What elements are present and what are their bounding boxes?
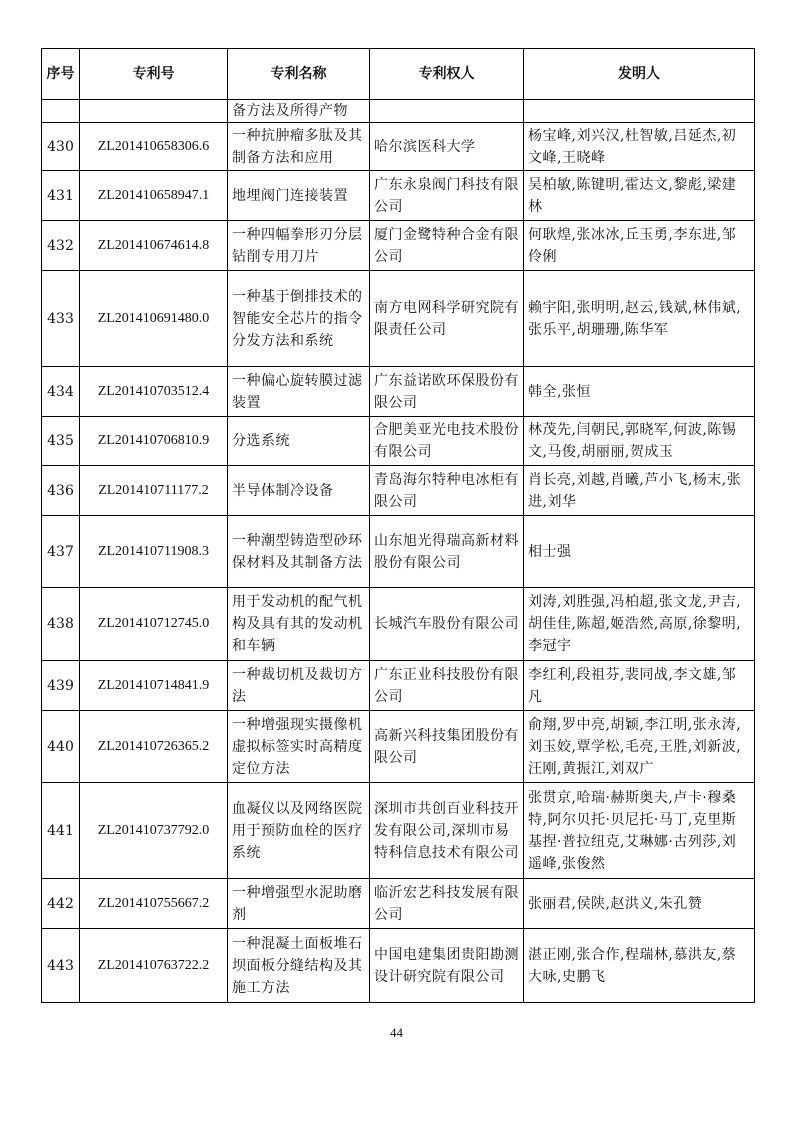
cell-patent-no: [80, 100, 228, 123]
table-row: [42, 417, 755, 466]
cell-patent-name: 一种四幅拳形刃分层钻削专用刀片: [228, 221, 370, 271]
cell-patent-name: 半导体制冷设备: [228, 466, 370, 516]
table-row-continuation: [42, 100, 755, 123]
cell-owner: 青岛海尔特种电冰柜有限公司: [370, 466, 524, 516]
cell-patent-name: 备方法及所得产物: [228, 100, 370, 123]
cell-seq: 434: [42, 367, 80, 417]
cell-owner: 临沂宏艺科技发展有限公司: [370, 879, 524, 929]
cell-owner: 长城汽车股份有限公司: [370, 588, 524, 661]
table-row: [42, 123, 755, 171]
cell-inventors: 张贯京,哈瑞·赫斯奥夫,卢卡·穆桑特,阿尔贝托·贝尼托·马丁,克里斯基捏·普拉纽克,艾琳娜·古列莎,刘遥峰,张俊然: [524, 783, 755, 879]
cell-patent-no: ZL201410712745.0: [80, 588, 228, 661]
cell-owner: 广东正业科技股份有限公司: [370, 661, 524, 711]
cell-inventors: 杨宝峰,刘兴汉,杜智敏,吕延杰,初文峰,王晓峰: [524, 123, 755, 171]
cell-inventors: 刘涛,刘胜强,冯柏超,张文龙,尹吉,胡佳佳,陈超,姬浩然,高原,徐黎明,李冠宇: [524, 588, 755, 661]
cell-inventors: 吴柏敏,陈键明,霍达文,黎彪,梁建林: [524, 171, 755, 221]
cell-owner: 高新兴科技集团股份有限公司: [370, 711, 524, 783]
cell-inventors: 何耿煌,张冰冰,丘玉勇,李东进,邹伶俐: [524, 221, 755, 271]
cell-inventors: [524, 100, 755, 123]
cell-seq: [42, 100, 80, 123]
header-owner: 专利权人: [370, 49, 524, 100]
cell-inventors: 肖长亮,刘越,肖曦,芦小飞,杨末,张进,刘华: [524, 466, 755, 516]
cell-seq: 441: [42, 783, 80, 879]
table-row: [42, 711, 755, 783]
table-row: [42, 171, 755, 221]
cell-seq: 435: [42, 417, 80, 466]
cell-patent-no: ZL201410658947.1: [80, 171, 228, 221]
table-row: [42, 783, 755, 879]
table-header-row: [42, 49, 755, 100]
cell-patent-no: ZL201410737792.0: [80, 783, 228, 879]
cell-seq: 440: [42, 711, 80, 783]
cell-patent-name: 一种裁切机及裁切方法: [228, 661, 370, 711]
cell-seq: 432: [42, 221, 80, 271]
cell-seq: 438: [42, 588, 80, 661]
cell-inventors: 俞翔,罗中亮,胡颖,李江明,张永涛,刘玉姣,覃学松,毛亮,王胜,刘新波,汪刚,黄振江,刘双广: [524, 711, 755, 783]
cell-seq: 437: [42, 516, 80, 588]
table-row: [42, 367, 755, 417]
header-patent-no: 专利号: [80, 49, 228, 100]
header-seq: 序号: [42, 49, 80, 100]
table-row: [42, 661, 755, 711]
cell-seq: 433: [42, 271, 80, 367]
cell-seq: 439: [42, 661, 80, 711]
cell-patent-name: 一种增强现实摄像机虚拟标签实时高精度定位方法: [228, 711, 370, 783]
cell-patent-name: 一种混凝土面板堆石坝面板分缝结构及其施工方法: [228, 929, 370, 1003]
cell-owner: [370, 100, 524, 123]
table-row: [42, 221, 755, 271]
cell-patent-name: 一种增强型水泥助磨剂: [228, 879, 370, 929]
cell-seq: 443: [42, 929, 80, 1003]
table-row: [42, 271, 755, 367]
cell-seq: 431: [42, 171, 80, 221]
table-row: [42, 466, 755, 516]
cell-owner: 合肥美亚光电技术股份有限公司: [370, 417, 524, 466]
table-row: [42, 588, 755, 661]
cell-patent-name: 一种基于倒排技术的智能安全芯片的指令分发方法和系统: [228, 271, 370, 367]
cell-patent-no: ZL201410711177.2: [80, 466, 228, 516]
page-number: 44: [390, 1025, 403, 1040]
cell-owner: 哈尔滨医科大学: [370, 123, 524, 171]
cell-inventors: 林茂先,闫朝民,郭晓军,何波,陈锡文,马俊,胡丽丽,贺成玉: [524, 417, 755, 466]
cell-patent-no: ZL201410714841.9: [80, 661, 228, 711]
cell-patent-no: ZL201410763722.2: [80, 929, 228, 1003]
cell-patent-name: 血凝仪以及网络医院用于预防血栓的医疗系统: [228, 783, 370, 879]
cell-owner: 山东旭光得瑞高新材料股份有限公司: [370, 516, 524, 588]
table-row: [42, 516, 755, 588]
patent-table: [41, 48, 755, 1003]
cell-seq: 436: [42, 466, 80, 516]
cell-inventors: 李红利,段祖芬,裴同战,李文雄,邹凡: [524, 661, 755, 711]
cell-inventors: 韩全,张恒: [524, 367, 755, 417]
cell-inventors: 湛正刚,张合作,程瑞林,慕洪友,蔡大咏,史鹏飞: [524, 929, 755, 1003]
table-row: [42, 929, 755, 1003]
cell-patent-name: 用于发动机的配气机构及具有其的发动机和车辆: [228, 588, 370, 661]
table-row: [42, 879, 755, 929]
cell-patent-no: ZL201410726365.2: [80, 711, 228, 783]
cell-patent-no: ZL201410711908.3: [80, 516, 228, 588]
cell-seq: 442: [42, 879, 80, 929]
cell-owner: 厦门金鹭特种合金有限公司: [370, 221, 524, 271]
cell-patent-name: 分选系统: [228, 417, 370, 466]
cell-owner: 中国电建集团贵阳勘测设计研究院有限公司: [370, 929, 524, 1003]
cell-inventors: 相士强: [524, 516, 755, 588]
cell-patent-no: ZL201410674614.8: [80, 221, 228, 271]
cell-patent-name: 地埋阀门连接装置: [228, 171, 370, 221]
cell-patent-no: ZL201410706810.9: [80, 417, 228, 466]
cell-inventors: 张丽君,侯陕,赵洪义,朱孔赞: [524, 879, 755, 929]
cell-owner: 广东永泉阀门科技有限公司: [370, 171, 524, 221]
cell-seq: 430: [42, 123, 80, 171]
header-patent-name: 专利名称: [228, 49, 370, 100]
cell-patent-name: 一种抗肿瘤多肽及其制备方法和应用: [228, 123, 370, 171]
cell-inventors: 赖宇阳,张明明,赵云,钱斌,林伟斌,张乐平,胡珊珊,陈华军: [524, 271, 755, 367]
cell-patent-name: 一种偏心旋转膜过滤装置: [228, 367, 370, 417]
cell-owner: 深圳市共创百业科技开发有限公司,深圳市易特科信息技术有限公司: [370, 783, 524, 879]
cell-owner: 南方电网科学研究院有限责任公司: [370, 271, 524, 367]
cell-patent-no: ZL201410658306.6: [80, 123, 228, 171]
header-inventors: 发明人: [524, 49, 755, 100]
cell-owner: 广东益诺欧环保股份有限公司: [370, 367, 524, 417]
cell-patent-no: ZL201410703512.4: [80, 367, 228, 417]
cell-patent-no: ZL201410691480.0: [80, 271, 228, 367]
cell-patent-name: 一种潮型铸造型砂环保材料及其制备方法: [228, 516, 370, 588]
cell-patent-no: ZL201410755667.2: [80, 879, 228, 929]
